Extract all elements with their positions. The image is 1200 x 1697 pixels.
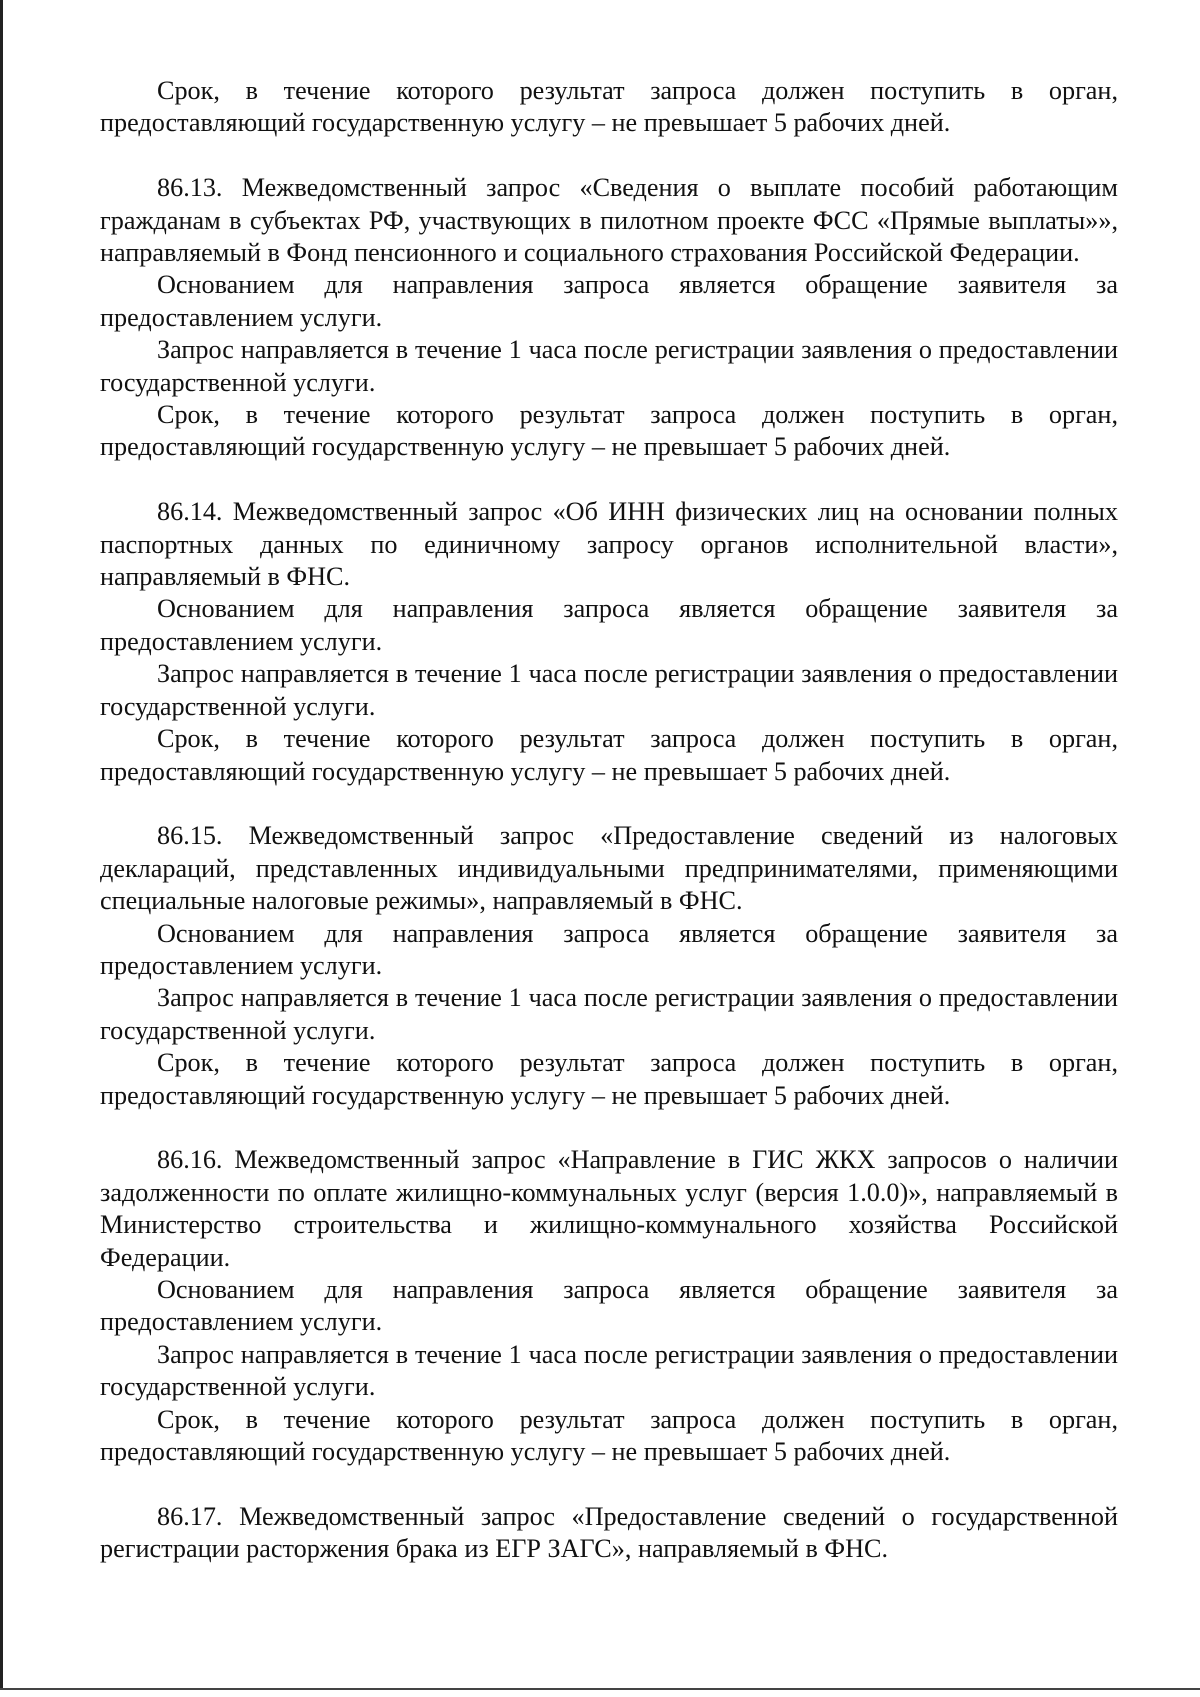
paragraph-deadline: Срок, в течение которого результат запроса должен поступить в орган, предоставляющий государственную услугу – не превышает 5 рабочих дней. (100, 1404, 1118, 1466)
paragraph-timing: Запрос направляется в течение 1 часа после регистрации заявления о предоставлении государственной услуги. (100, 335, 1118, 397)
page-bottom-edge (0, 1688, 1200, 1690)
paragraph-timing: Запрос направляется в течение 1 часа после регистрации заявления о предоставлении государственной услуги. (100, 659, 1118, 721)
paragraph-request-title: 86.17. Межведомственный запрос «Предоставление сведений о государственной регистрации расторжения брака из ЕГР ЗАГС», направляемый в ФНС. (100, 1501, 1118, 1564)
section-86-16 (100, 1144, 1118, 1468)
paragraph-basis: Основанием для направления запроса является обращение заявителя за предоставлением услуги. (100, 594, 1118, 656)
document-body (100, 75, 1118, 1566)
section-86-13 (100, 172, 1118, 464)
section-86-14 (100, 496, 1118, 788)
paragraph-deadline: Срок, в течение которого результат запроса должен поступить в орган, предоставляющий государственную услугу – не превышает 5 рабочих дней. (100, 1048, 1118, 1110)
paragraph-timing: Запрос направляется в течение 1 часа после регистрации заявления о предоставлении государственной услуги. (100, 983, 1118, 1045)
paragraph-deadline: Срок, в течение которого результат запроса должен поступить в орган, предоставляющий государственную услугу – не превышает 5 рабочих дней. (100, 400, 1118, 462)
section-continuation (100, 75, 1118, 140)
paragraph-request-title: 86.15. Межведомственный запрос «Предоставление сведений из налоговых деклараций, представленных индивидуальными предпринимателями, применяющими специальные налоговые режимы», направляемый в ФНС. (100, 821, 1118, 916)
paragraph-basis: Основанием для направления запроса является обращение заявителя за предоставлением услуги. (100, 270, 1118, 332)
paragraph-request-title: 86.16. Межведомственный запрос «Направление в ГИС ЖКХ запросов о наличии задолженности по оплате жилищно-коммунальных услуг (версия 1.0.0)», направляемый в Министерство строительства и жилищно-коммунального хозяйства Российской Федерации. (100, 1145, 1118, 1272)
paragraph-basis: Основанием для направления запроса является обращение заявителя за предоставлением услуги. (100, 1274, 1118, 1337)
paragraph-request-title: 86.13. Межведомственный запрос «Сведения о выплате пособий работающим гражданам в субъектах РФ, участвующих в пилотном проекте ФСС «Прямые выплаты»», направляемый в Фонд пенсионного и социального страхования Российской Федерации. (100, 173, 1118, 268)
paragraph-timing: Запрос направляется в течение 1 часа после регистрации заявления о предоставлении государственной услуги. (100, 1339, 1118, 1402)
section-86-17 (100, 1501, 1118, 1566)
paragraph-request-title: 86.14. Межведомственный запрос «Об ИНН физических лиц на основании полных паспортных данных по единичному запросу органов исполнительной власти», направляемый в ФНС. (100, 497, 1118, 592)
paragraph-deadline: Срок, в течение которого результат запроса должен поступить в орган, предоставляющий государственную услугу – не превышает 5 рабочих дней. (100, 76, 1118, 138)
paragraph-basis: Основанием для направления запроса является обращение заявителя за предоставлением услуги. (100, 918, 1118, 980)
section-86-15 (100, 820, 1118, 1112)
paragraph-deadline: Срок, в течение которого результат запроса должен поступить в орган, предоставляющий государственную услугу – не превышает 5 рабочих дней. (100, 724, 1118, 786)
page-left-edge (0, 0, 3, 1690)
